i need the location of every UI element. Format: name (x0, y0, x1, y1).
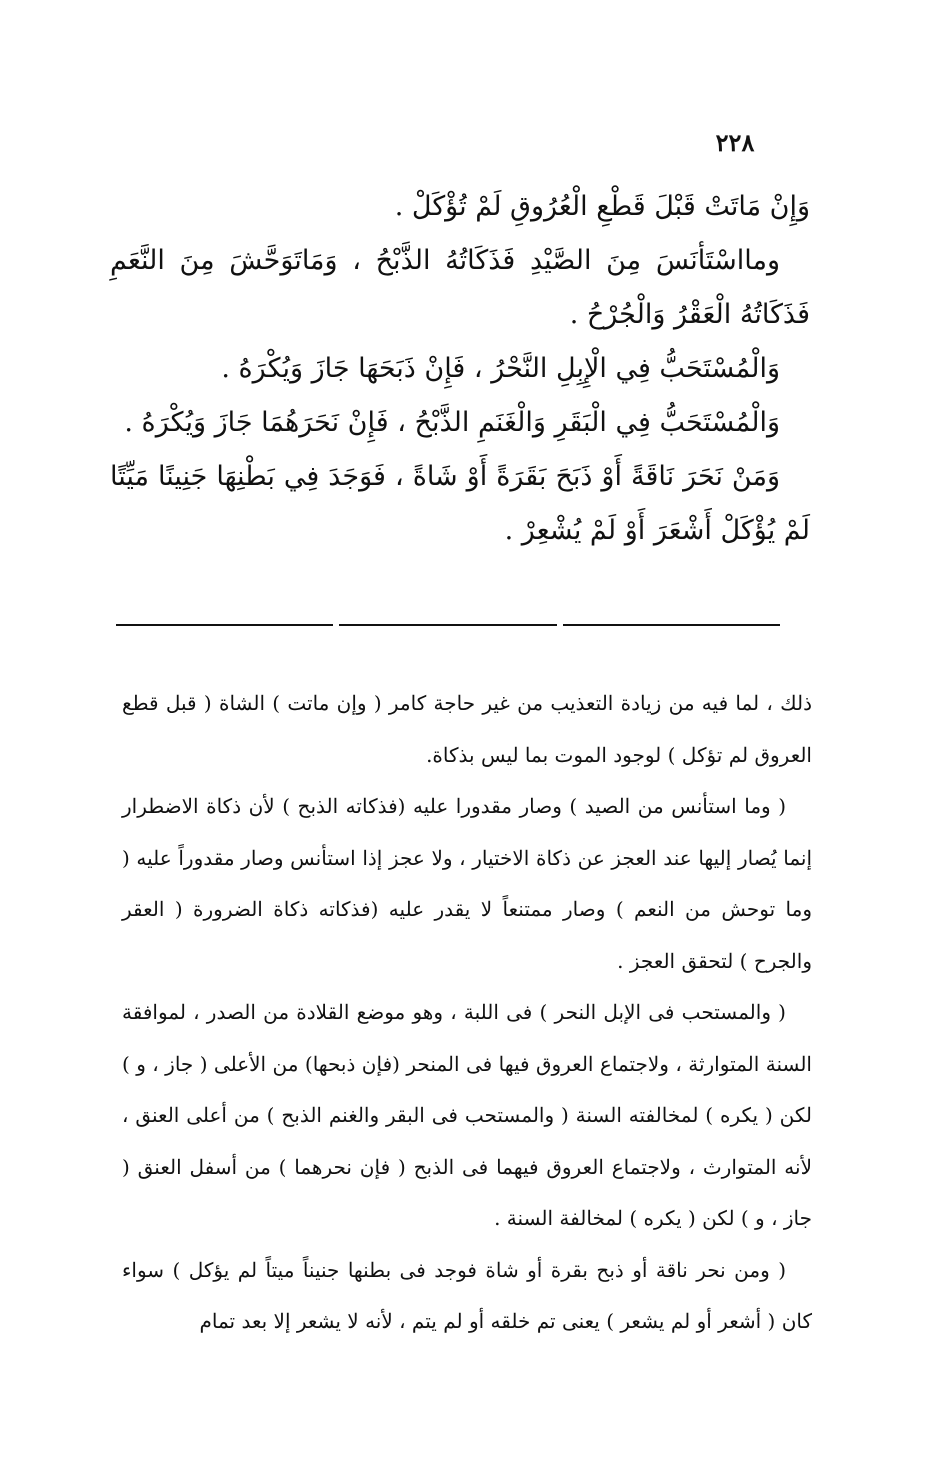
commentary-text (122, 678, 812, 1348)
divider-segment (563, 624, 780, 628)
main-paragraph-2: ومااسْتَأنَسَ مِنَ الصَّيْدِ فَذَكَاتُهُ الذَّبْحُ ، وَمَاتَوَحَّشَ مِنَ النَّعَمِ فَذَكَاتُهُ الْعَقْرُ وَالْجُرْحُ . (110, 245, 810, 330)
main-paragraph-3: وَالْمُسْتَحَبُّ فِي الْإِبِلِ النَّحْرُ ، فَإِنْ ذَبَحَهَا جَازَ وَيُكْرَهُ . (221, 353, 780, 384)
divider-segment (116, 624, 333, 628)
main-paragraph-1: وَإِنْ مَاتَتْ قَبْلَ قَطْعِ الْعُرُوقِ لَمْ تُؤْكَلْ . (394, 191, 810, 222)
commentary-paragraph-4: ( ومن نحر ناقة أو ذبح بقرة أو شاة فوجد فى بطنها جنيناً ميتاً لم يؤكل ) سواء كان ( أشعر أو لم يشعر ) يعنى تم خلقه أو لم يتم ، لأنه لا يشعر إلا بعد تمام (122, 1257, 812, 1333)
commentary-paragraph-1: ذلك ، لما فيه من زيادة التعذيب من غير حاجة كامر ( وإن ماتت ) الشاة ( قبل قطع العروق لم تؤكل ) لوجود الموت بما ليس بذكاة. (122, 691, 812, 767)
page-number: ٢٢٨ (715, 128, 755, 157)
section-divider (116, 624, 780, 628)
main-paragraph-4: وَالْمُسْتَحَبُّ فِي الْبَقَرِ وَالْغَنَمِ الذَّبْحُ ، فَإِنْ نَحَرَهُمَا جَازَ وَيُكْرَهُ . (124, 407, 780, 438)
commentary-paragraph-2: ( وما استأنس من الصيد ) وصار مقدورا عليه (فذكاته الذبح ) لأن ذكاة الاضطرار إنما يُصار إليها عند العجز عن ذكاة الاختيار ، ولا عجز إذا استأنس وصار مقدوراً عليه ( وما توحش من النعم ) وصار ممتنعاً لا يقدر عليه (فذكاته ذكاة الضرورة ( العقر والجرح ) لتحقق العجز . (122, 794, 812, 973)
divider-segment (339, 624, 556, 628)
main-text (110, 180, 810, 558)
commentary-paragraph-3: ( والمستحب فى الإبل النحر ) فى اللبة ، وهو موضع القلادة من الصدر ، لموافقة السنة المتوارثة ، ولاجتماع العروق فيها فى المنحر (فإن ذبحها) من الأعلى ( جاز ، و ) لكن ( يكره ) لمخالفته السنة ( والمستحب فى البقر والغنم الذبح ) من أعلى العنق ، لأنه المتوارث ، ولاجتماع العروق فيهما فى الذبح ( فإن نحرهما ) من أسفل العنق ( جاز ، و ) لكن ( يكره ) لمخالفة السنة . (122, 1000, 812, 1230)
main-paragraph-5: وَمَنْ نَحَرَ نَاقَةً أَوْ ذَبَحَ بَقَرَةً أَوْ شَاةً ، فَوَجَدَ فِي بَطْنِهَا جَنِينًا مَيِّتًا لَمْ يُؤْكَلْ أَشْعَرَ أَوْ لَمْ يُشْعِرْ . (110, 461, 810, 546)
